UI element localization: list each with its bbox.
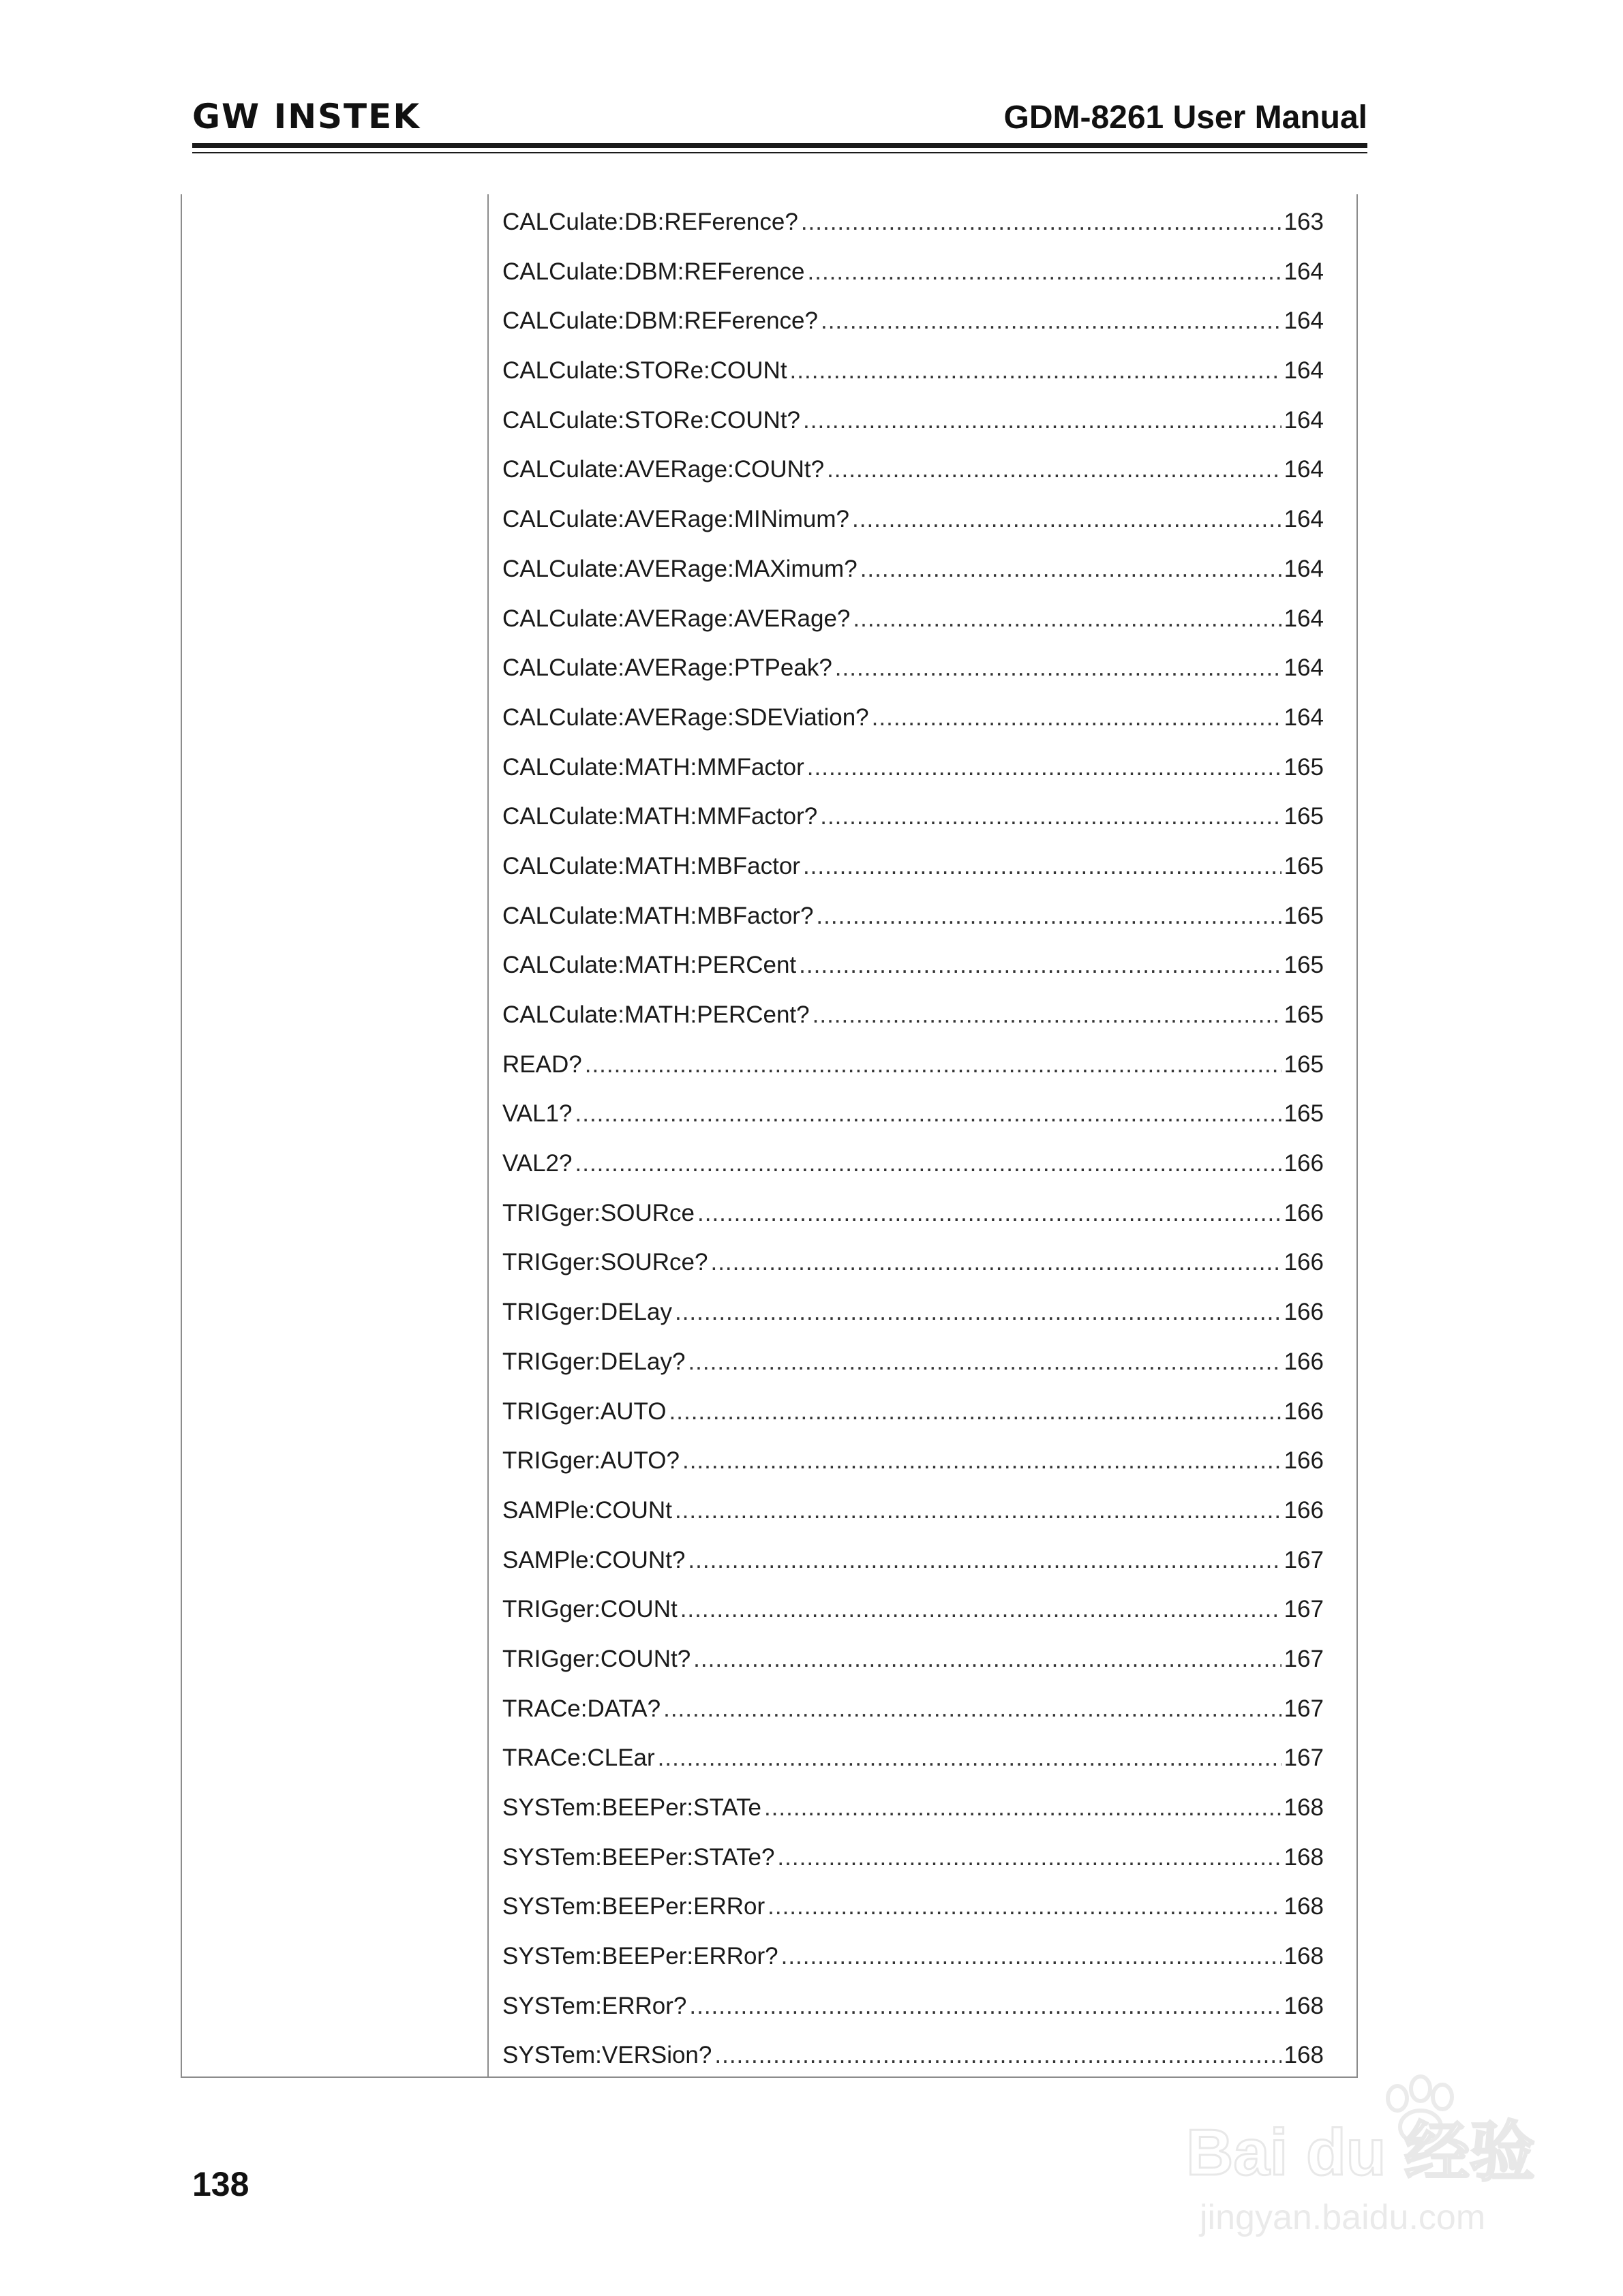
toc-entry-page: 166 bbox=[1284, 1398, 1324, 1425]
toc-column-divider bbox=[487, 194, 489, 2076]
toc-entry-page: 164 bbox=[1284, 506, 1324, 533]
toc-entry-command: SAMPle:COUNt? bbox=[502, 1546, 686, 1573]
toc-entry[interactable] bbox=[502, 693, 1324, 743]
toc-entry[interactable] bbox=[502, 1685, 1324, 1734]
toc-entry-command: CALCulate:AVERage:MAXimum? bbox=[502, 555, 858, 582]
toc-dot-leader bbox=[658, 1734, 1281, 1783]
toc-entry[interactable] bbox=[502, 1783, 1324, 1833]
toc-dot-leader bbox=[697, 1189, 1281, 1239]
toc-entry[interactable] bbox=[502, 1338, 1324, 1387]
toc-entry-command: CALCulate:MATH:PERCent? bbox=[502, 1001, 810, 1028]
toc-entry[interactable] bbox=[502, 792, 1324, 842]
toc-entry[interactable] bbox=[502, 991, 1324, 1040]
toc-entry[interactable] bbox=[502, 1387, 1324, 1437]
toc-entry-page: 165 bbox=[1284, 902, 1324, 929]
toc-entry-command: CALCulate:DBM:REFerence? bbox=[502, 307, 818, 335]
toc-dot-leader bbox=[799, 941, 1281, 991]
toc-entry-page: 164 bbox=[1284, 357, 1324, 384]
toc-dot-leader bbox=[781, 1932, 1281, 1982]
toc-dot-leader bbox=[790, 346, 1281, 396]
toc-entry-page: 166 bbox=[1284, 1348, 1324, 1375]
toc-entry-page: 168 bbox=[1284, 2042, 1324, 2069]
toc-entry[interactable] bbox=[502, 1734, 1324, 1783]
toc-entry[interactable] bbox=[502, 1486, 1324, 1536]
toc-table bbox=[181, 194, 1358, 2078]
toc-dot-leader bbox=[852, 495, 1281, 545]
toc-dot-leader bbox=[669, 1387, 1281, 1437]
toc-dot-leader bbox=[575, 1139, 1281, 1189]
document-title: GDM-8261 User Manual bbox=[1003, 100, 1367, 136]
toc-entry-page: 166 bbox=[1284, 1150, 1324, 1177]
toc-entry-command: SYSTem:ERRor? bbox=[502, 1992, 687, 2019]
toc-entry[interactable] bbox=[502, 495, 1324, 545]
toc-entry[interactable] bbox=[502, 1982, 1324, 2031]
toc-entry-page: 165 bbox=[1284, 1001, 1324, 1028]
toc-entry-command: TRIGger:COUNt? bbox=[502, 1645, 691, 1672]
toc-entry[interactable] bbox=[502, 1932, 1324, 1982]
toc-entry-command: READ? bbox=[502, 1051, 582, 1078]
toc-dot-leader bbox=[813, 991, 1281, 1040]
toc-dot-leader bbox=[803, 396, 1281, 446]
toc-entry-command: CALCulate:STORe:COUNt? bbox=[502, 406, 801, 434]
toc-dot-leader bbox=[835, 644, 1281, 693]
toc-entry-page: 166 bbox=[1284, 1249, 1324, 1276]
toc-dot-leader bbox=[680, 1585, 1281, 1635]
toc-entry[interactable] bbox=[502, 1536, 1324, 1586]
toc-dot-leader bbox=[663, 1685, 1281, 1734]
toc-entry-command: TRIGger:AUTO? bbox=[502, 1447, 680, 1475]
toc-dot-leader bbox=[764, 1783, 1281, 1833]
toc-entry-page: 167 bbox=[1284, 1645, 1324, 1672]
toc-entry-command: VAL1? bbox=[502, 1100, 573, 1128]
toc-dot-leader bbox=[688, 1338, 1281, 1387]
toc-entry-page: 167 bbox=[1284, 1596, 1324, 1623]
toc-entry[interactable] bbox=[502, 644, 1324, 693]
toc-entry-command: CALCulate:MATH:MBFactor? bbox=[502, 902, 814, 929]
toc-entry-command: CALCulate:DB:REFerence? bbox=[502, 209, 798, 235]
toc-dot-leader bbox=[585, 1040, 1281, 1090]
toc-list bbox=[502, 198, 1324, 2081]
toc-entry[interactable] bbox=[502, 1189, 1324, 1239]
toc-entry-command: CALCulate:MATH:PERCent bbox=[502, 952, 797, 979]
toc-entry[interactable] bbox=[502, 297, 1324, 346]
toc-entry-command: TRACe:DATA? bbox=[502, 1695, 661, 1722]
toc-entry[interactable] bbox=[502, 1833, 1324, 1883]
toc-entry-command: SYSTem:BEEPer:STATe? bbox=[502, 1843, 775, 1871]
page-number: 138 bbox=[192, 2165, 249, 2203]
toc-entry[interactable] bbox=[502, 445, 1324, 495]
toc-entry-page: 164 bbox=[1284, 555, 1324, 582]
toc-entry-page: 164 bbox=[1284, 654, 1324, 682]
toc-entry-command: CALCulate:AVERage:SDEViation? bbox=[502, 704, 869, 731]
toc-dot-leader bbox=[820, 792, 1281, 842]
toc-entry-command: VAL2? bbox=[502, 1150, 573, 1177]
toc-entry-page: 163 bbox=[1284, 209, 1324, 235]
toc-dot-leader bbox=[872, 693, 1281, 743]
toc-dot-leader bbox=[768, 1882, 1281, 1932]
toc-entry[interactable] bbox=[502, 1635, 1324, 1685]
toc-entry-page: 164 bbox=[1284, 258, 1324, 285]
toc-entry-command: CALCulate:AVERage:COUNt? bbox=[502, 456, 825, 483]
toc-dot-leader bbox=[777, 1833, 1281, 1883]
toc-entry-command: CALCulate:STORe:COUNt bbox=[502, 357, 787, 384]
toc-entry[interactable] bbox=[502, 346, 1324, 396]
toc-entry[interactable] bbox=[502, 1040, 1324, 1090]
toc-entry-command: CALCulate:AVERage:AVERage? bbox=[502, 605, 851, 632]
toc-entry[interactable] bbox=[502, 1139, 1324, 1189]
toc-entry[interactable] bbox=[502, 396, 1324, 446]
toc-dot-leader bbox=[689, 1982, 1281, 2031]
toc-entry-command: CALCulate:MATH:MMFactor bbox=[502, 753, 804, 781]
toc-entry-page: 164 bbox=[1284, 456, 1324, 483]
toc-entry-page: 165 bbox=[1284, 852, 1324, 879]
toc-entry[interactable] bbox=[502, 941, 1324, 991]
toc-entry[interactable] bbox=[502, 892, 1324, 941]
toc-entry-command: SAMPle:COUNt bbox=[502, 1496, 672, 1524]
toc-entry-command: SYSTem:BEEPer:ERRor? bbox=[502, 1943, 778, 1970]
toc-dot-leader bbox=[860, 545, 1281, 594]
toc-entry-page: 166 bbox=[1284, 1447, 1324, 1475]
toc-entry[interactable] bbox=[502, 1238, 1324, 1288]
toc-entry-page: 167 bbox=[1284, 1695, 1324, 1722]
toc-entry-command: TRIGger:SOURce? bbox=[502, 1249, 708, 1276]
toc-entry[interactable] bbox=[502, 1585, 1324, 1635]
toc-entry-page: 164 bbox=[1284, 704, 1324, 731]
toc-entry-page: 168 bbox=[1284, 1843, 1324, 1871]
toc-entry[interactable] bbox=[502, 1089, 1324, 1139]
toc-entry[interactable] bbox=[502, 1882, 1324, 1932]
toc-entry-page: 168 bbox=[1284, 1943, 1324, 1970]
toc-entry-page: 164 bbox=[1284, 605, 1324, 632]
toc-entry-command: TRACe:CLEar bbox=[502, 1744, 655, 1772]
toc-entry-page: 166 bbox=[1284, 1496, 1324, 1524]
brand-logo: GW INSTEK bbox=[192, 97, 421, 136]
toc-dot-leader bbox=[808, 247, 1281, 297]
toc-entry-command: TRIGger:COUNt bbox=[502, 1596, 678, 1623]
toc-entry[interactable] bbox=[502, 594, 1324, 644]
toc-entry[interactable] bbox=[502, 1436, 1324, 1486]
toc-entry[interactable] bbox=[502, 842, 1324, 892]
toc-entry[interactable] bbox=[502, 1288, 1324, 1338]
toc-entry-command: CALCulate:AVERage:MINimum? bbox=[502, 506, 849, 533]
toc-entry-page: 165 bbox=[1284, 1100, 1324, 1128]
toc-dot-leader bbox=[803, 842, 1281, 892]
toc-entry-page: 168 bbox=[1284, 1794, 1324, 1821]
toc-entry-command: SYSTem:BEEPer:STATe bbox=[502, 1794, 761, 1821]
toc-entry-command: CALCulate:MATH:MBFactor bbox=[502, 852, 800, 879]
toc-entry-command: TRIGger:DELay? bbox=[502, 1348, 686, 1375]
toc-dot-leader bbox=[821, 297, 1281, 346]
toc-entry[interactable] bbox=[502, 545, 1324, 594]
toc-entry-command: TRIGger:AUTO bbox=[502, 1398, 667, 1425]
toc-entry-command: CALCulate:MATH:MMFactor? bbox=[502, 803, 818, 830]
header-rule-thin bbox=[192, 152, 1367, 153]
toc-entry-command: CALCulate:DBM:REFerence bbox=[502, 258, 805, 285]
toc-dot-leader bbox=[682, 1436, 1281, 1486]
toc-entry-command: SYSTem:VERSion? bbox=[502, 2042, 712, 2069]
toc-dot-leader bbox=[816, 892, 1281, 941]
toc-dot-leader bbox=[801, 198, 1281, 247]
toc-entry-page: 168 bbox=[1284, 1992, 1324, 2019]
toc-dot-leader bbox=[675, 1288, 1281, 1338]
toc-entry-command: TRIGger:DELay bbox=[502, 1299, 672, 1326]
toc-dot-leader bbox=[675, 1486, 1281, 1536]
toc-entry-page: 167 bbox=[1284, 1546, 1324, 1573]
toc-entry[interactable] bbox=[502, 247, 1324, 297]
toc-entry-page: 168 bbox=[1284, 1893, 1324, 1920]
toc-entry-page: 165 bbox=[1284, 753, 1324, 781]
toc-entry-command: CALCulate:AVERage:PTPeak? bbox=[502, 654, 832, 682]
toc-entry-command: TRIGger:SOURce bbox=[502, 1199, 695, 1226]
toc-entry-page: 165 bbox=[1284, 803, 1324, 830]
toc-entry-page: 167 bbox=[1284, 1744, 1324, 1772]
toc-dot-leader bbox=[710, 1238, 1281, 1288]
toc-dot-leader bbox=[688, 1536, 1281, 1586]
toc-entry[interactable] bbox=[502, 198, 1324, 247]
toc-dot-leader bbox=[853, 594, 1281, 644]
toc-entry-page: 164 bbox=[1284, 406, 1324, 434]
toc-entry-page: 166 bbox=[1284, 1299, 1324, 1326]
toc-entry-page: 166 bbox=[1284, 1199, 1324, 1226]
toc-entry-command: SYSTem:BEEPer:ERRor bbox=[502, 1893, 765, 1920]
toc-entry[interactable] bbox=[502, 743, 1324, 793]
toc-entry-page: 164 bbox=[1284, 307, 1324, 335]
toc-dot-leader bbox=[575, 1089, 1281, 1139]
toc-entry-page: 165 bbox=[1284, 952, 1324, 979]
toc-entry-page: 165 bbox=[1284, 1051, 1324, 1078]
toc-dot-leader bbox=[827, 445, 1281, 495]
header-rule-thick bbox=[192, 143, 1367, 148]
watermark-brand: Bai du 经验 bbox=[1186, 2116, 1536, 2189]
baidu-watermark bbox=[1159, 2072, 1541, 2250]
watermark-url: jingyan.baidu.com bbox=[1200, 2198, 1486, 2237]
toc-dot-leader bbox=[693, 1635, 1281, 1685]
toc-dot-leader bbox=[807, 743, 1281, 793]
